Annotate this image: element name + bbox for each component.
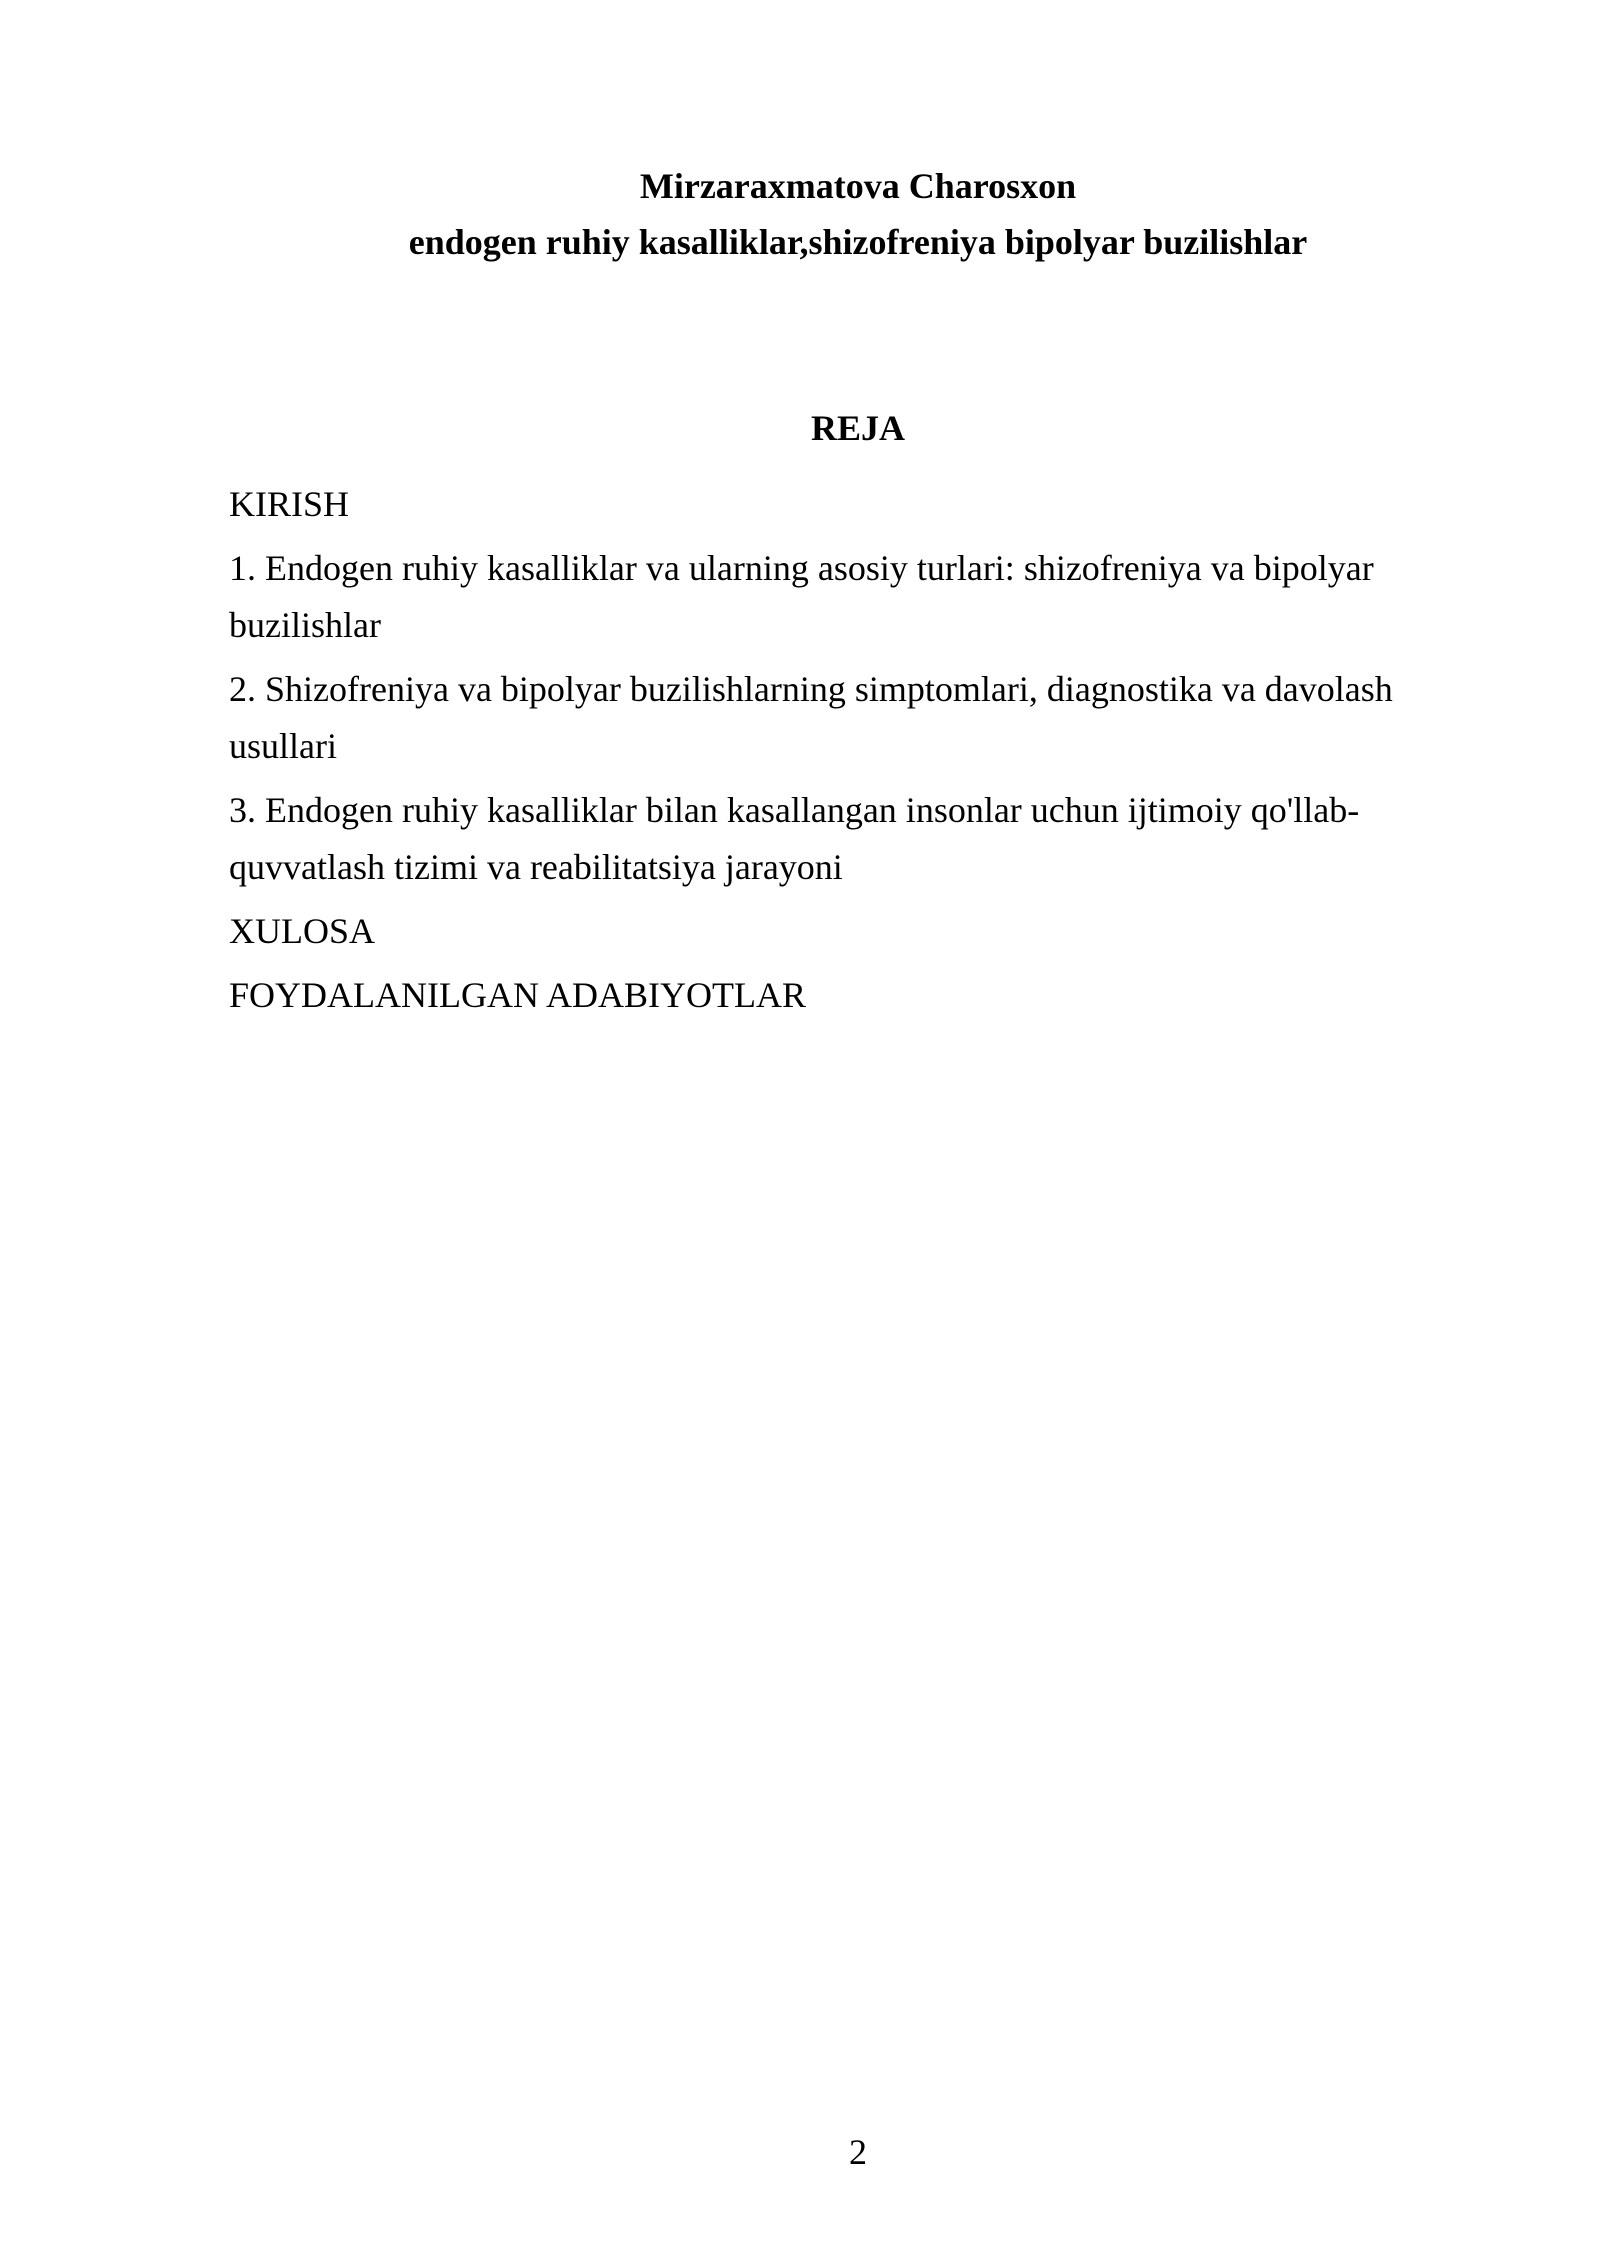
plan-heading: REJA (810, 408, 905, 448)
page-number: 2 (849, 2132, 867, 2172)
table-of-contents (229, 476, 1469, 1031)
toc-entry-references: FOYDALANILGAN ADABIYOTLAR (229, 975, 806, 1015)
toc-entry-introduction: KIRISH (229, 484, 350, 524)
document-topic: endogen ruhiy kasalliklar,shizofreniya bipolyar buzilishlar (408, 222, 1308, 262)
toc-entry-section-1: 1. Endogen ruhiy kasalliklar va ularning asosiy turlari: shizofreniya va bipolyar buzilishlar (229, 548, 1374, 645)
toc-entry-section-2: 2. Shizofreniya va bipolyar buzilishlarning simptomlari, diagnostika va davolash usullari (229, 669, 1393, 766)
toc-entry-section-3: 3. Endogen ruhiy kasalliklar bilan kasallangan insonlar uchun ijtimoiy qo'llab-quvvatlash tizimi va reabilitatsiya jarayoni (229, 790, 1360, 887)
author-name: Mirzaraxmatova Charosxon (639, 166, 1077, 206)
toc-entry-conclusion: XULOSA (229, 911, 376, 951)
